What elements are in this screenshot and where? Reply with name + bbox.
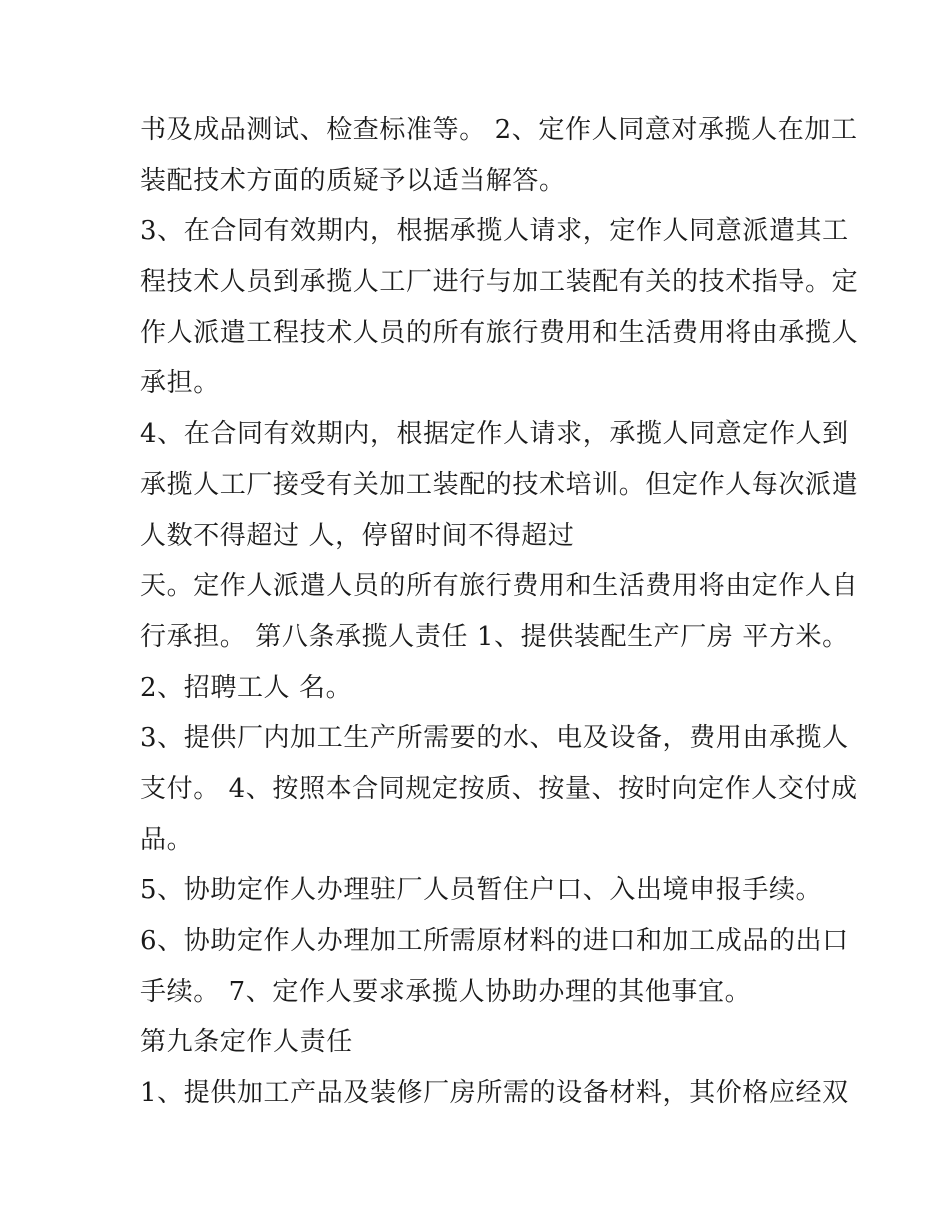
text-line: 支付。 4、按照本合同规定按质、按量、按时向定作人交付成 [140, 773, 858, 804]
text-line: 品。 [140, 824, 194, 855]
text-line: 5、协助定作人办理驻厂人员暂住户口、入出境申报手续。 [140, 875, 823, 906]
text-line: 人数不得超过 人，停留时间不得超过 [140, 520, 575, 551]
text-line: 4、在合同有效期内，根据定作人请求，承揽人同意定作人到 [140, 419, 849, 450]
text-line: 承揽人工厂接受有关加工装配的技术培训。但定作人每次派遣 [140, 469, 859, 500]
text-line: 天。定作人派遣人员的所有旅行费用和生活费用将由定作人自 [140, 571, 859, 602]
text-line: 3、提供厂内加工生产所需要的水、电及设备，费用由承揽人 [140, 723, 849, 754]
text-line: 书及成品测试、检查标准等。 2、定作人同意对承揽人在加工 [140, 115, 858, 145]
text-line: 程技术人员到承揽人工厂进行与加工装配有关的技术指导。定 [140, 267, 859, 298]
text-line: 装配技术方面的质疑予以适当解答。 [140, 165, 566, 196]
text-line: 3、在合同有效期内，根据承揽人请求，定作人同意派遣其工 [140, 216, 849, 247]
text-line: 2、招聘工人 名。 [140, 672, 353, 703]
text-line: 手续。 7、定作人要求承揽人协助办理的其他事宜。 [140, 976, 752, 1007]
text-line: 6、协助定作人办理加工所需原材料的进口和加工成品的出口 [140, 926, 849, 956]
text-line: 承担。 [140, 368, 220, 399]
text-line: 行承担。 第八条承揽人责任 1、提供装配生产厂房 平方米。 [140, 621, 849, 652]
section-heading: 第九条定作人责任 [140, 1027, 353, 1058]
document-body [140, 105, 859, 1119]
text-line: 1、提供加工产品及装修厂房所需的设备材料，其价格应经双 [140, 1078, 849, 1109]
text-line: 作人派遣工程技术人员的所有旅行费用和生活费用将由承揽人 [140, 317, 859, 348]
